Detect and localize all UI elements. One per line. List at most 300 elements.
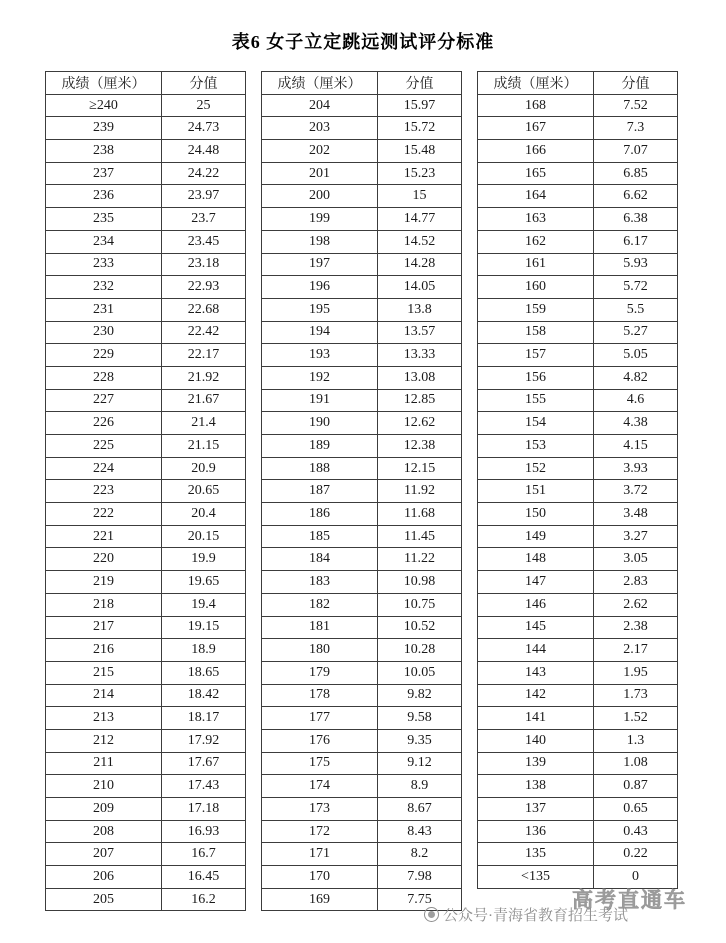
score-cell: 228 [46, 366, 162, 389]
score-cell: 142 [478, 684, 594, 707]
score-cell: 136 [478, 820, 594, 843]
score-cell: 137 [478, 798, 594, 821]
table-row [262, 185, 462, 208]
points-column-header: 分值 [162, 72, 246, 95]
table-row [46, 276, 246, 299]
table-row [46, 888, 246, 911]
table-row [478, 457, 678, 480]
points-cell: 13.57 [378, 321, 462, 344]
score-cell: 169 [262, 888, 378, 911]
table-row [478, 480, 678, 503]
table-row [262, 548, 462, 571]
points-cell: 7.07 [594, 140, 678, 163]
score-cell: 153 [478, 435, 594, 458]
table-row [478, 616, 678, 639]
table-row [262, 276, 462, 299]
score-cell: 221 [46, 525, 162, 548]
points-cell: 14.28 [378, 253, 462, 276]
points-cell: 21.15 [162, 435, 246, 458]
score-cell: 237 [46, 162, 162, 185]
points-cell: 22.17 [162, 344, 246, 367]
points-cell: 0.22 [594, 843, 678, 866]
score-cell: 138 [478, 775, 594, 798]
points-cell: 8.67 [378, 798, 462, 821]
score-cell: 154 [478, 412, 594, 435]
score-cell: 186 [262, 503, 378, 526]
points-cell: 12.85 [378, 389, 462, 412]
points-cell: 9.82 [378, 684, 462, 707]
points-cell: 5.05 [594, 344, 678, 367]
score-cell: 187 [262, 480, 378, 503]
score-cell: 141 [478, 707, 594, 730]
score-cell: 213 [46, 707, 162, 730]
table-row [46, 775, 246, 798]
score-cell: 182 [262, 593, 378, 616]
points-cell: 11.22 [378, 548, 462, 571]
score-cell: 150 [478, 503, 594, 526]
points-cell: 10.98 [378, 571, 462, 594]
table-row [478, 253, 678, 276]
score-table-1 [45, 71, 246, 911]
points-cell: 5.93 [594, 253, 678, 276]
table-row [478, 775, 678, 798]
table-row [478, 162, 678, 185]
score-cell: 202 [262, 140, 378, 163]
table-row [46, 798, 246, 821]
table-row [46, 117, 246, 140]
points-cell: 9.12 [378, 752, 462, 775]
points-cell: 0.43 [594, 820, 678, 843]
table-row [478, 276, 678, 299]
table-row [46, 230, 246, 253]
table-row [478, 525, 678, 548]
score-cell: 171 [262, 843, 378, 866]
points-cell: 3.05 [594, 548, 678, 571]
table-row [46, 389, 246, 412]
table-header [46, 72, 246, 95]
table-row [262, 593, 462, 616]
points-cell: 1.08 [594, 752, 678, 775]
score-cell: 192 [262, 366, 378, 389]
score-cell: 201 [262, 162, 378, 185]
table-row [46, 435, 246, 458]
points-cell: 7.98 [378, 866, 462, 889]
table-row [46, 366, 246, 389]
table-row [262, 208, 462, 231]
points-cell: 12.15 [378, 457, 462, 480]
score-cell: 183 [262, 571, 378, 594]
points-cell: 0.87 [594, 775, 678, 798]
score-cell: 195 [262, 298, 378, 321]
points-cell: 10.52 [378, 616, 462, 639]
score-cell: 179 [262, 661, 378, 684]
score-cell: 232 [46, 276, 162, 299]
points-cell: 6.62 [594, 185, 678, 208]
table-row [46, 412, 246, 435]
score-cell: 165 [478, 162, 594, 185]
table-row [478, 298, 678, 321]
table-body [262, 94, 462, 911]
table-row [478, 503, 678, 526]
score-cell: 222 [46, 503, 162, 526]
points-cell: 8.2 [378, 843, 462, 866]
score-cell: 166 [478, 140, 594, 163]
table-header [262, 72, 462, 95]
table-row [478, 94, 678, 117]
points-cell: 19.65 [162, 571, 246, 594]
points-cell: 15.72 [378, 117, 462, 140]
score-cell: 149 [478, 525, 594, 548]
score-cell: 215 [46, 661, 162, 684]
score-cell: 163 [478, 208, 594, 231]
points-cell: 1.52 [594, 707, 678, 730]
points-cell: 4.82 [594, 366, 678, 389]
table-row [262, 798, 462, 821]
score-cell: 212 [46, 729, 162, 752]
points-cell: 17.18 [162, 798, 246, 821]
points-cell: 12.38 [378, 435, 462, 458]
score-cell: 185 [262, 525, 378, 548]
points-cell: 3.93 [594, 457, 678, 480]
points-cell: 20.9 [162, 457, 246, 480]
table-row [478, 208, 678, 231]
table-row [46, 661, 246, 684]
table-row [262, 866, 462, 889]
table-row [262, 480, 462, 503]
table-row [478, 344, 678, 367]
table-row [478, 389, 678, 412]
points-cell: 4.15 [594, 435, 678, 458]
points-column-header: 分值 [378, 72, 462, 95]
points-cell: 20.65 [162, 480, 246, 503]
points-cell: 2.17 [594, 639, 678, 662]
table-row [262, 820, 462, 843]
table-row [46, 503, 246, 526]
watermark-account-text: 公众号·青海省教育招生考试 [443, 908, 628, 924]
score-cell: <135 [478, 866, 594, 889]
score-cell: 218 [46, 593, 162, 616]
table-row [46, 162, 246, 185]
table-row [262, 162, 462, 185]
score-cell: 135 [478, 843, 594, 866]
table-row [262, 661, 462, 684]
points-cell: 2.62 [594, 593, 678, 616]
table-row [478, 321, 678, 344]
score-cell: 205 [46, 888, 162, 911]
points-cell: 14.77 [378, 208, 462, 231]
points-cell: 19.9 [162, 548, 246, 571]
table-row [262, 344, 462, 367]
score-cell: 158 [478, 321, 594, 344]
table-row [262, 684, 462, 707]
score-cell: 234 [46, 230, 162, 253]
points-cell: 2.38 [594, 616, 678, 639]
table-row [46, 140, 246, 163]
score-cell: 193 [262, 344, 378, 367]
table-row [46, 321, 246, 344]
score-cell: 175 [262, 752, 378, 775]
score-cell: 180 [262, 639, 378, 662]
score-cell: 233 [46, 253, 162, 276]
score-column-header: 成绩（厘米） [262, 72, 378, 95]
score-cell: 188 [262, 457, 378, 480]
points-cell: 7.75 [378, 888, 462, 911]
table-row [262, 843, 462, 866]
points-cell: 5.27 [594, 321, 678, 344]
points-cell: 5.5 [594, 298, 678, 321]
points-cell: 21.67 [162, 389, 246, 412]
points-cell: 17.92 [162, 729, 246, 752]
score-cell: 216 [46, 639, 162, 662]
points-cell: 9.35 [378, 729, 462, 752]
points-cell: 17.67 [162, 752, 246, 775]
points-cell: 3.72 [594, 480, 678, 503]
table-row [478, 593, 678, 616]
score-cell: 168 [478, 94, 594, 117]
score-cell: 209 [46, 798, 162, 821]
points-cell: 14.52 [378, 230, 462, 253]
table-row [46, 253, 246, 276]
score-cell: 223 [46, 480, 162, 503]
table-row [262, 639, 462, 662]
table-row [478, 571, 678, 594]
points-cell: 8.43 [378, 820, 462, 843]
score-cell: ≥240 [46, 94, 162, 117]
table-row [478, 412, 678, 435]
table-row [46, 639, 246, 662]
table-row [478, 366, 678, 389]
points-cell: 10.05 [378, 661, 462, 684]
score-cell: 210 [46, 775, 162, 798]
score-cell: 164 [478, 185, 594, 208]
score-cell: 139 [478, 752, 594, 775]
table-row [262, 435, 462, 458]
points-cell: 17.43 [162, 775, 246, 798]
table-row [46, 707, 246, 730]
header-row [478, 72, 678, 95]
points-cell: 1.73 [594, 684, 678, 707]
points-cell: 10.28 [378, 639, 462, 662]
score-cell: 155 [478, 389, 594, 412]
table-row [46, 548, 246, 571]
score-cell: 184 [262, 548, 378, 571]
table-row [262, 616, 462, 639]
table-row [46, 616, 246, 639]
score-cell: 200 [262, 185, 378, 208]
score-cell: 167 [478, 117, 594, 140]
score-cell: 235 [46, 208, 162, 231]
score-cell: 156 [478, 366, 594, 389]
score-cell: 226 [46, 412, 162, 435]
points-cell: 22.68 [162, 298, 246, 321]
table-row [46, 525, 246, 548]
watermark-brand-text: 高考直通车 [572, 888, 687, 912]
table-row [478, 661, 678, 684]
points-cell: 1.3 [594, 729, 678, 752]
points-cell: 18.65 [162, 661, 246, 684]
watermark-account [424, 904, 628, 925]
header-row [262, 72, 462, 95]
table-row [46, 866, 246, 889]
table-row [478, 752, 678, 775]
points-column-header: 分值 [594, 72, 678, 95]
score-cell: 198 [262, 230, 378, 253]
points-cell: 9.58 [378, 707, 462, 730]
points-cell: 24.73 [162, 117, 246, 140]
score-cell: 236 [46, 185, 162, 208]
points-cell: 15.97 [378, 94, 462, 117]
table-body [478, 94, 678, 888]
points-cell: 18.42 [162, 684, 246, 707]
score-column-header: 成绩（厘米） [46, 72, 162, 95]
score-cell: 204 [262, 94, 378, 117]
score-cell: 157 [478, 344, 594, 367]
points-cell: 4.6 [594, 389, 678, 412]
score-cell: 238 [46, 140, 162, 163]
table-row [262, 752, 462, 775]
points-cell: 23.7 [162, 208, 246, 231]
points-cell: 11.68 [378, 503, 462, 526]
score-cell: 174 [262, 775, 378, 798]
points-cell: 25 [162, 94, 246, 117]
points-cell: 16.7 [162, 843, 246, 866]
points-cell: 13.8 [378, 298, 462, 321]
points-cell: 6.17 [594, 230, 678, 253]
score-cell: 189 [262, 435, 378, 458]
score-cell: 206 [46, 866, 162, 889]
table-row [478, 548, 678, 571]
table-row [262, 117, 462, 140]
points-cell: 22.93 [162, 276, 246, 299]
score-cell: 160 [478, 276, 594, 299]
table-row [46, 593, 246, 616]
points-cell: 16.45 [162, 866, 246, 889]
score-cell: 196 [262, 276, 378, 299]
score-cell: 199 [262, 208, 378, 231]
points-cell: 19.4 [162, 593, 246, 616]
header-row [46, 72, 246, 95]
table-row [262, 366, 462, 389]
score-cell: 214 [46, 684, 162, 707]
table-row [46, 571, 246, 594]
points-cell: 4.38 [594, 412, 678, 435]
points-cell: 3.48 [594, 503, 678, 526]
points-cell: 2.83 [594, 571, 678, 594]
score-cell: 181 [262, 616, 378, 639]
score-cell: 203 [262, 117, 378, 140]
points-cell: 18.9 [162, 639, 246, 662]
score-cell: 147 [478, 571, 594, 594]
table-row [46, 480, 246, 503]
score-cell: 207 [46, 843, 162, 866]
table-row [262, 457, 462, 480]
score-cell: 152 [478, 457, 594, 480]
score-cell: 230 [46, 321, 162, 344]
score-cell: 225 [46, 435, 162, 458]
points-cell: 23.18 [162, 253, 246, 276]
table-row [478, 639, 678, 662]
points-cell: 23.97 [162, 185, 246, 208]
points-cell: 20.15 [162, 525, 246, 548]
score-cell: 217 [46, 616, 162, 639]
table-row [262, 775, 462, 798]
points-cell: 15.48 [378, 140, 462, 163]
score-cell: 151 [478, 480, 594, 503]
table-row [262, 298, 462, 321]
score-cell: 173 [262, 798, 378, 821]
points-cell: 19.15 [162, 616, 246, 639]
table-row [46, 752, 246, 775]
table-row [478, 798, 678, 821]
score-cell: 145 [478, 616, 594, 639]
score-cell: 231 [46, 298, 162, 321]
points-cell: 1.95 [594, 661, 678, 684]
table-row [478, 117, 678, 140]
score-cell: 190 [262, 412, 378, 435]
points-cell: 7.52 [594, 94, 678, 117]
table-row [262, 140, 462, 163]
table-row [478, 185, 678, 208]
points-cell: 15 [378, 185, 462, 208]
table-row [262, 253, 462, 276]
score-table-2 [261, 71, 462, 911]
table-row [262, 707, 462, 730]
score-cell: 146 [478, 593, 594, 616]
points-cell: 23.45 [162, 230, 246, 253]
points-cell: 16.93 [162, 820, 246, 843]
table-row [478, 729, 678, 752]
table-row [262, 571, 462, 594]
table-row [46, 729, 246, 752]
score-cell: 191 [262, 389, 378, 412]
score-cell: 208 [46, 820, 162, 843]
table-row [262, 389, 462, 412]
score-cell: 177 [262, 707, 378, 730]
score-cell: 219 [46, 571, 162, 594]
score-cell: 148 [478, 548, 594, 571]
score-cell: 211 [46, 752, 162, 775]
table-row [46, 843, 246, 866]
points-cell: 11.92 [378, 480, 462, 503]
table-row [46, 208, 246, 231]
points-cell: 24.48 [162, 140, 246, 163]
points-cell: 6.85 [594, 162, 678, 185]
score-cell: 144 [478, 639, 594, 662]
points-cell: 13.33 [378, 344, 462, 367]
points-cell: 11.45 [378, 525, 462, 548]
score-cell: 229 [46, 344, 162, 367]
points-cell: 10.75 [378, 593, 462, 616]
page-title: 表6 女子立定跳远测试评分标准 [231, 32, 495, 52]
points-cell: 8.9 [378, 775, 462, 798]
points-cell: 18.17 [162, 707, 246, 730]
points-cell: 21.4 [162, 412, 246, 435]
table-row [478, 820, 678, 843]
points-cell: 13.08 [378, 366, 462, 389]
table-row [262, 503, 462, 526]
table-row [478, 230, 678, 253]
score-table-3 [477, 71, 678, 889]
table-row [262, 412, 462, 435]
points-cell: 6.38 [594, 208, 678, 231]
tables-container [45, 71, 678, 911]
score-cell: 178 [262, 684, 378, 707]
table-row [262, 729, 462, 752]
table-row [262, 525, 462, 548]
table-row [46, 684, 246, 707]
points-cell: 20.4 [162, 503, 246, 526]
points-cell: 24.22 [162, 162, 246, 185]
